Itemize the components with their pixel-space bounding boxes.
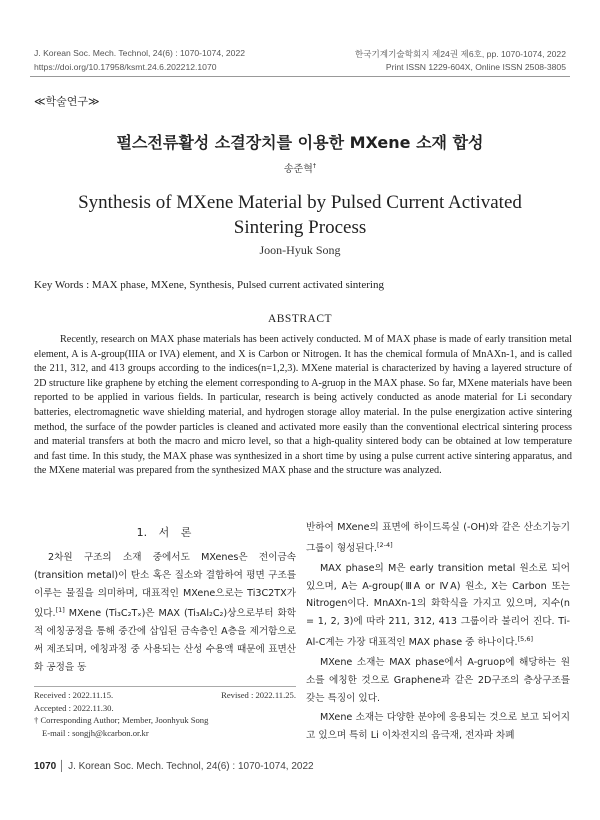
page-number: 1070	[34, 761, 57, 772]
left-paragraph-1-part-b: MXene (Ti₃C₂Tₓ)은 MAX (Ti₃Al₂C₂)상으로부터 화학적 에칭공정을 통해 중간에 삽입된 금속층인 A층을 제거함으로써 제조되며, 에칭과정 중 사용되는 산성 수용액 때문에 표면산화 공정을 동	[34, 608, 296, 673]
header-divider	[30, 76, 570, 77]
keywords	[34, 279, 384, 291]
journal-citation: J. Korean Soc. Mech. Technol, 24(6) : 1070-1074, 2022	[34, 48, 245, 58]
abstract-heading: ABSTRACT	[267, 313, 333, 325]
issn-line: Print ISSN 1229-604X, Online ISSN 2508-3805	[385, 62, 566, 72]
keywords-label: Key Words :	[34, 279, 90, 291]
english-author: Joon-Hyuk Song	[259, 243, 341, 257]
author-email: E-mail : songjh@kcarbon.or.kr	[42, 727, 149, 738]
right-paragraph-3: MXene 소재는 다양한 분야에 응용되는 것으로 보고 되어지고 있으며 특히 Li 이차전지의 음극재, 전자파 차폐	[306, 712, 570, 742]
citation-ref: [1]	[55, 606, 65, 615]
citation-ref: [5,6]	[517, 634, 533, 643]
accepted-date: Accepted : 2022.11.30.	[34, 702, 114, 713]
right-column	[306, 519, 570, 747]
journal-citation-korean: 한국기계기술학회지 제24권 제6호, pp. 1070-1074, 2022	[354, 49, 566, 59]
right-paragraph-1	[306, 560, 570, 652]
left-paragraph-1	[34, 549, 296, 677]
korean-author	[0, 160, 600, 175]
footnote-dates-row	[34, 689, 296, 702]
abstract-body: Recently, research on MAX phase materials has been actively conducted. M of MAX phase is made of early transition metal element, A is A-group(IIIA or IVA) element, and X is Carbon or Nitrogen. It has the chemical formula of MnAXn-1, and is called the 211, 312, and 413 groups according to the indices(n=1,2,3). MXene material is characterized by having a layered structure of 2D structure like graphene by etching the element corresponding to A-gruop in the MAX phase. So far, MXene materials have been reported to be applied in various fields. In particular, research is being actively conducted as anode material for Li secondary batteries, electromagnetic wave shielding material, and hydrogen storage alloy material. In the pulse energization active sintering method, the surface of the powder particles is cleaned and activated more easily than the conventional electrical sintering process and material transfers at both the macro and micro level, so that a high-quality sintered body can be obtained at low temperature and fast time. In this study, the MAX phase was synthesized in a short time by using a pulse current active sintering apparatus, and the MXene material was prepared from the synthesized MAX phase and the structure was analyzed.	[34, 334, 572, 477]
page-footer	[34, 761, 314, 772]
author-mark: †	[312, 161, 317, 170]
footnotes	[34, 686, 296, 739]
section-1-heading: 1. 서 론	[136, 526, 192, 539]
english-title: Synthesis of MXene Material by Pulsed Current Activated Sintering Process	[78, 192, 522, 238]
left-paragraph-1-part-a: 2차원 구조의 소재 중에서도 MXenes은 전이금속(transition metal)이 탄소 혹은 질소와 결합하여 평면 구조를 이루는 물질을 의미하며, 대표적인 MXene으로는 Ti3C2TX가 있다.	[34, 552, 296, 620]
korean-title: 펄스전류활성 소결장치를 이용한 MXene 소재 합성	[116, 133, 484, 152]
footer-separator: │	[59, 761, 66, 772]
citation-ref: [2-4]	[376, 540, 393, 549]
section-tag: ≪학술연구≫	[34, 95, 100, 108]
korean-author-name: 송준혁	[283, 164, 313, 175]
doi-link[interactable]: https://doi.org/10.17958/ksmt.24.6.202212.1070	[34, 62, 217, 72]
footer-journal: J. Korean Soc. Mech. Technol, 24(6) : 1070-1074, 2022	[68, 761, 314, 772]
received-date: Received : 2022.11.15.	[34, 690, 114, 700]
right-paragraph-1-text: MAX phase의 M은 early transition metal 원소로 되어 있으며, A는 A-group(ⅢA or ⅣA) 원소, X는 Carbon 또는 Nitrogen이다. MnAXn-1의 화학식을 가지고 있으며, 지수(n = 1, 2, 3)에 따라 211, 312, 413 그룹이라 불리어 진다. Ti-Al-C계는 가장 대표적인 MAX phase 중 하나이다.	[306, 562, 570, 649]
right-paragraph-0-text: 반하여 MXene의 표면에 하이드록실 (-OH)와 같은 산소기능기 그룹이 형성된다.	[306, 522, 570, 554]
revised-date: Revised : 2022.11.25.	[221, 690, 296, 700]
right-paragraph-0	[306, 519, 570, 558]
keywords-text: MAX phase, MXene, Synthesis, Pulsed current activated sintering	[91, 279, 384, 291]
corresponding-author: † Corresponding Author; Member, Joonhyuk Song	[34, 715, 209, 726]
left-column	[34, 549, 296, 679]
right-paragraph-2: MXene 소재는 MAX phase에서 A-gruop에 해당하는 원소를 에칭한 것으로 Graphene과 같은 2D구조의 층상구조를 갖는 특징이 있다.	[306, 656, 570, 704]
